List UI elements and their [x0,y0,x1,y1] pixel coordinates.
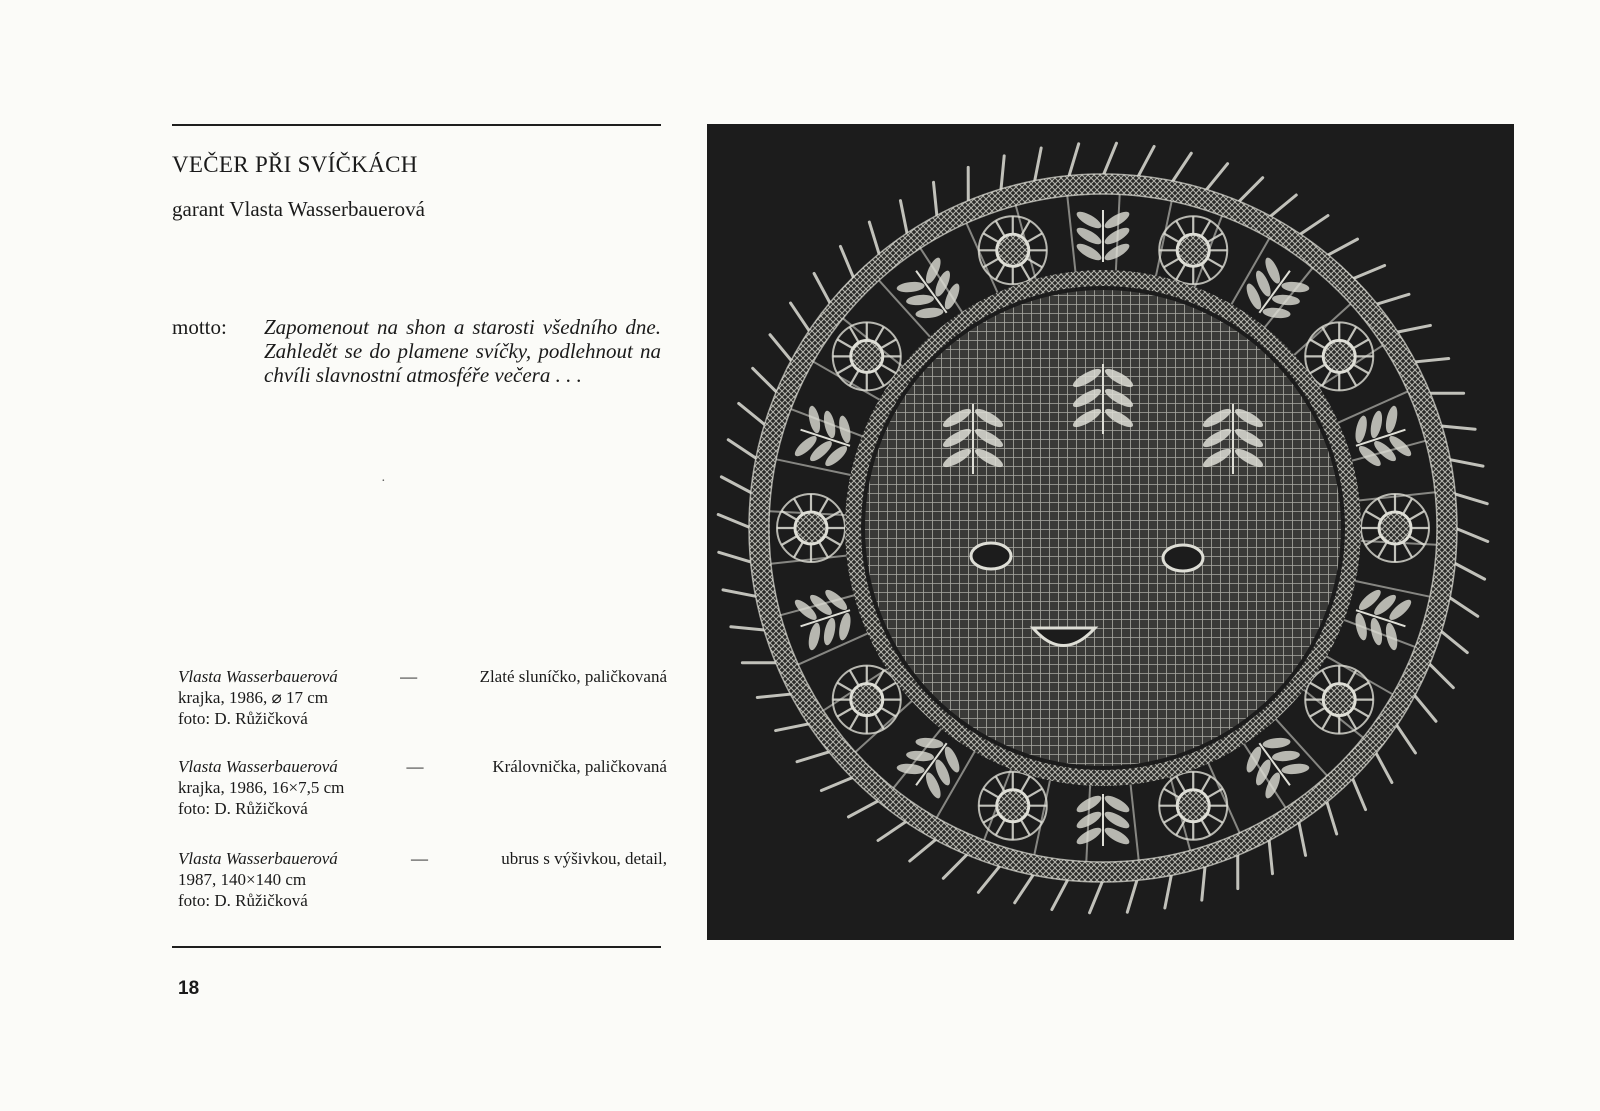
lace-leaf [896,763,925,776]
lace-leaf [807,622,823,651]
lace-picot [1413,359,1448,363]
lace-leaf [1384,405,1400,434]
lace-picot [753,368,778,393]
lace-picot [934,182,938,217]
lace-picot [840,246,854,279]
lace-flower-center [997,790,1029,822]
lace-flower-center [851,340,883,372]
lace-leaf [1353,612,1369,641]
lace-picot [869,222,879,256]
lace-picot [1205,164,1227,191]
caption-dash: — [411,849,428,868]
lace-picot [1034,148,1041,183]
lace-picot [770,335,793,362]
lace-picot [1326,800,1336,834]
caption-details: krajka, 1986, 16×7,5 cm [178,778,345,797]
lace-leaf [906,294,935,307]
lace-leaf [1272,294,1301,307]
lace-picot [1440,426,1475,429]
lace-picot [900,201,907,236]
lace-leaf [906,750,935,763]
page-number: 18 [178,978,200,999]
caption-dash: — [400,667,418,686]
lace-picot [1090,880,1103,913]
lace-picot [1052,878,1069,909]
caption-dash: — [406,757,424,776]
lace-flower-center [795,512,827,544]
lace-leaf [915,307,944,320]
lace-picot [1269,195,1296,218]
caption-author: Vlasta Wasserbauerová [178,757,338,776]
lace-picot [978,865,1000,892]
lace-flower-center [1323,684,1355,716]
lace-leaf [1281,763,1310,776]
caption-photo-credit: foto: D. Růžičková [178,799,308,818]
lace-picot [1269,838,1273,873]
lace-flower-center [1379,512,1411,544]
lace-picot [723,590,758,597]
lace-photograph [707,124,1514,940]
lace-picot [821,777,854,791]
lace-picot [1448,459,1483,466]
lace-picot [719,552,753,562]
caption-details: krajka, 1986, ⌀ 17 cm [178,688,328,707]
lace-picot [1375,751,1392,782]
lace-picot [739,403,766,425]
lace-picot [1440,630,1467,652]
caption-title: Zlaté sluníčko, paličkovaná [479,667,667,686]
lace-spoke [1348,579,1430,596]
section-title: VEČER PŘI SVÍČKÁCH [172,152,418,177]
lace-spoke [1154,201,1171,283]
lace-leaf [1262,307,1291,320]
caption-author: Vlasta Wasserbauerová [178,849,338,868]
lace-picot [1396,325,1431,332]
lace-picot [1352,777,1366,810]
lace-leaf [822,410,838,439]
lace-flower-center [851,684,883,716]
lace-flower-center [997,234,1029,266]
lace-picot [1428,663,1453,688]
lace-leaf [837,612,853,641]
photo-caption [178,666,667,729]
caption-details: 1987, 140×140 cm [178,870,307,889]
lace-picot [814,273,831,304]
lace-leaf-sprig [1346,402,1416,473]
lace-picot [1453,493,1487,503]
lace-picot [1015,873,1035,903]
lace-picot [1455,528,1488,541]
lace-picot [791,303,811,332]
lace-picot [797,751,831,761]
lace-leaf [896,281,925,294]
bottom-rule [172,946,661,948]
caption-author: Vlasta Wasserbauerová [178,667,338,686]
lace-picot [728,440,758,460]
lace-leaf [1369,617,1385,646]
lace-flower-center [1323,340,1355,372]
lace-flower-center [1177,234,1209,266]
lace-picot [1238,178,1263,203]
lace-picot [718,515,751,528]
lace-spoke [776,459,858,476]
lace-picot [1326,239,1357,256]
lace-leaf [915,737,944,750]
lace-leaf [837,415,853,444]
lace-sun-face [865,290,1341,766]
caption-title: ubrus s výšivkou, detail, [501,849,667,868]
top-rule [172,124,661,126]
lace-picot [1352,265,1385,279]
lace-spoke [1130,777,1139,861]
lace-picot [1165,873,1172,908]
lace-doily-illustration [707,124,1514,940]
lace-picot [1172,153,1192,183]
lace-picot [731,627,766,630]
lace-picot [757,694,792,698]
lace-leaf [1281,281,1310,294]
lace-picot [1299,821,1306,856]
lace-picot [1375,294,1409,304]
lace-picot [1103,143,1116,176]
lace-leaf-sprig [790,583,860,654]
section-subtitle: garant Vlasta Wasserbauerová [172,197,425,221]
lace-picot [1299,216,1328,236]
lace-picot [1413,694,1436,721]
lace-leaf [822,617,838,646]
lace-leaf [1272,750,1301,763]
lace-leaf [1262,737,1291,750]
caption-title: Královnička, paličkovaná [492,757,667,776]
lace-leaf-sprig [1074,793,1131,848]
lace-picot [1448,597,1478,617]
lace-leaf-sprig [1074,209,1131,264]
lace-face-eye [971,543,1011,569]
motto-text: Zapomenout na shon a starosti všedního dne. Zahledět se do plamene svíčky, podlehnout na chvíli slavnostní atmosféře večera . . . [264,315,661,387]
lace-picot [1127,878,1137,912]
lace-doily [718,143,1488,913]
lace-picot [910,838,937,861]
lace-picot [878,821,907,841]
photo-caption [178,848,667,911]
caption-photo-credit: foto: D. Růžičková [178,709,308,728]
print-speck: · [381,474,386,489]
motto-label: motto: [172,315,227,339]
lace-leaf [1353,415,1369,444]
lace-picot [721,477,752,494]
photo-caption [178,756,667,819]
lace-picot [1396,724,1416,753]
lace-leaf [1369,410,1385,439]
lace-picot [1138,146,1155,177]
lace-picot [943,853,968,878]
lace-picot [1202,865,1205,900]
lace-picot [848,800,879,817]
lace-spoke [1034,773,1051,855]
lace-picot [1453,563,1484,580]
lace-spoke [1067,196,1076,280]
lace-picot [1001,156,1004,191]
lace-picot [1068,144,1078,178]
lace-face-eye [1163,545,1203,571]
lace-picot [776,724,811,731]
caption-photo-credit: foto: D. Růžičková [178,891,308,910]
lace-flower-center [1177,790,1209,822]
